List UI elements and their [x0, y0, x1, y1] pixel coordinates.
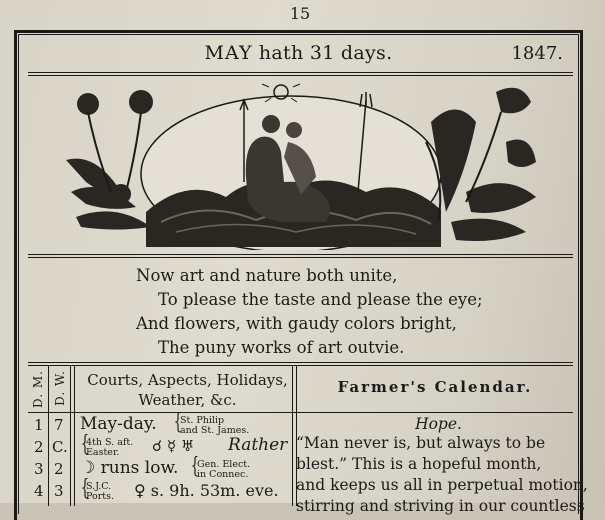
column-header-courts-line2: Weather, &c. — [138, 391, 237, 409]
header-rule — [28, 72, 573, 76]
row-note — [86, 438, 133, 458]
woodcut-nature-art-icon — [66, 82, 536, 250]
row-note-line1: 4th S. aft. — [86, 437, 134, 448]
calendar-table — [28, 366, 588, 515]
poem-line: And flowers, with gaudy colors bright, — [136, 314, 457, 333]
row-brace: { — [80, 432, 90, 457]
farmer-line: stirring and striving in our countless — [296, 497, 585, 515]
row-day-month: 3 — [34, 460, 44, 478]
row-day-week: 7 — [54, 416, 64, 434]
month-name: MAY — [204, 42, 253, 64]
row-day-week: 3 — [54, 482, 64, 500]
farmer-heading: Hope. — [415, 415, 462, 433]
column-divider — [74, 366, 75, 506]
month-header — [18, 38, 579, 70]
row-day-month: 1 — [34, 416, 44, 434]
column-header-courts — [80, 370, 295, 410]
row-day-month: 4 — [34, 482, 44, 500]
poem-line: The puny works of art outvie. — [158, 338, 405, 357]
row-note-line2: Easter. — [86, 447, 120, 458]
row-day-month: 2 — [34, 438, 44, 456]
row-weather: Rather — [228, 435, 288, 455]
row-day-week: 2 — [54, 460, 64, 478]
poem — [28, 264, 573, 360]
month-title — [18, 42, 579, 64]
row-event: May-day. — [80, 414, 157, 434]
row-note-line1: St. Philip — [180, 415, 225, 426]
row-brace: { — [190, 454, 200, 479]
row-event: ♀ s. 9h. 53m. eve. — [134, 481, 279, 500]
row-note-line2: and St. James. — [180, 425, 250, 436]
farmer-line: blest.” This is a hopeful month, — [296, 455, 542, 473]
column-header-day-week: D. W. — [53, 370, 67, 406]
row-note — [197, 460, 250, 480]
column-divider — [70, 366, 71, 506]
woodcut-rule — [28, 254, 573, 258]
column-header-day-month: D. M. — [31, 370, 45, 408]
poem-line: To please the taste and please the eye; — [158, 290, 483, 309]
poem-line: Now art and nature both unite, — [136, 266, 398, 285]
row-note-line1: Gen. Elect. — [197, 459, 251, 470]
table-header-rule — [28, 412, 573, 413]
year: 1847. — [511, 43, 563, 64]
column-header-farmer: Farmer's Calendar. — [337, 378, 533, 396]
row-brace: { — [173, 410, 183, 435]
row-note-line1: S.J.C. — [86, 481, 112, 492]
row-note — [86, 482, 114, 502]
row-brace: { — [80, 476, 90, 501]
farmer-line: and keeps us all in perpetual motion, — [296, 476, 588, 494]
row-event: ☽ runs low. — [80, 458, 179, 478]
row-note-line2: in Connec. — [197, 469, 249, 480]
row-day-week: C. — [52, 438, 68, 456]
column-header-courts-line1: Courts, Aspects, Holidays, — [87, 371, 288, 389]
column-divider — [48, 366, 49, 506]
page-number: 15 — [289, 4, 311, 23]
row-note-line2: Ports. — [86, 491, 114, 502]
row-note — [180, 416, 249, 436]
month-title-rest: hath 31 days. — [258, 42, 393, 64]
row-aspect: ☌ ☿ ♅ — [152, 437, 195, 455]
farmer-line: “Man never is, but always to be — [296, 434, 546, 452]
